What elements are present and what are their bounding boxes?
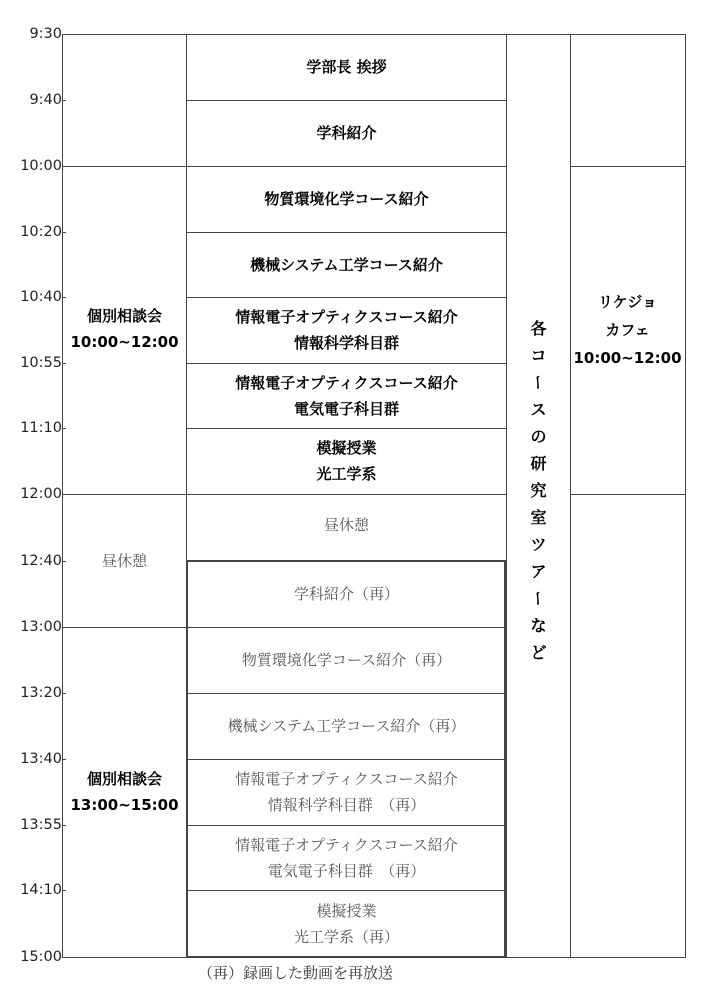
session-label: 情報電子オプティクスコース紹介 xyxy=(235,835,458,854)
lab-tour-char: ツ xyxy=(530,535,547,554)
session-label: 光工学系（再） xyxy=(293,927,399,946)
session-label: 機械システム工学コース紹介（再） xyxy=(227,717,466,735)
dean-greeting-cell xyxy=(187,34,506,100)
mechanical-course-cell xyxy=(187,232,506,297)
dept-intro-cell xyxy=(187,100,506,166)
session-label: 模擬授業 xyxy=(316,439,377,457)
session-label: 電気電子科目群 xyxy=(293,399,399,418)
time-label: 13:40 xyxy=(20,751,62,767)
consult-afternoon-title: 個別相談会 xyxy=(86,770,162,788)
session-label: 模擬授業 xyxy=(316,901,377,920)
time-label: 12:40 xyxy=(20,553,62,569)
materials-course-cell xyxy=(187,166,506,232)
left-lunch-cell xyxy=(63,494,186,627)
time-label: 11:10 xyxy=(20,420,62,436)
time-label: 9:30 xyxy=(29,26,62,42)
session-label: 学部長 挨拶 xyxy=(306,58,387,76)
lab-tour-char: な xyxy=(530,616,547,635)
info-cs-rerun-cell xyxy=(187,759,506,825)
session-label: 学科紹介（再） xyxy=(293,585,399,603)
lab-tour-char: 究 xyxy=(530,481,547,500)
session-label: 昼休憩 xyxy=(323,516,369,534)
main-lunch-cell xyxy=(187,494,506,561)
consult-afternoon-cell xyxy=(63,627,186,957)
dept-intro-rerun-cell xyxy=(187,561,506,627)
consult-morning-title: 個別相談会 xyxy=(86,307,162,325)
consult-morning-cell xyxy=(63,34,186,494)
session-label: 電気電子科目群 （再） xyxy=(267,861,426,880)
rebroadcast-footnote: （再）録画した動画を再放送 xyxy=(198,964,394,982)
table-right-border xyxy=(685,34,686,958)
rikejo-label-1: リケジョ xyxy=(597,293,658,311)
lab-tour-char: の xyxy=(530,427,547,446)
session-label: 情報科学科目群 （再） xyxy=(267,796,426,814)
session-label: 情報電子オプティクスコース紹介 xyxy=(235,373,458,392)
session-label: 学科紹介 xyxy=(316,124,377,142)
time-label: 10:40 xyxy=(20,289,62,305)
mechanical-rerun-cell xyxy=(187,693,506,759)
lab-tour-char: 各 xyxy=(530,319,547,338)
rikejo-label-2: カフェ xyxy=(605,321,650,339)
lab-tour-char: 研 xyxy=(530,454,547,473)
time-label: 13:55 xyxy=(20,817,62,833)
lab-tour-char: ー xyxy=(528,374,548,391)
session-label: 機械システム工学コース紹介 xyxy=(250,255,443,274)
lab-tour-char: ア xyxy=(530,562,547,581)
time-label: 12:00 xyxy=(20,486,62,502)
time-label: 15:00 xyxy=(20,949,62,965)
left-lunch-label: 昼休憩 xyxy=(101,551,147,570)
session-label: 物質環境化学コース紹介 xyxy=(264,190,429,208)
session-label: 情報科学科目群 xyxy=(293,334,399,352)
rikejo-cafe-cell xyxy=(570,166,685,494)
time-label: 9:40 xyxy=(29,92,62,108)
time-label: 10:55 xyxy=(20,355,62,371)
lab-tour-char: ス xyxy=(530,400,547,419)
materials-rerun-cell xyxy=(187,627,506,693)
session-label: 光工学系 xyxy=(316,465,377,483)
info-ee-course-cell xyxy=(187,363,506,428)
consult-morning-time: 10:00~12:00 xyxy=(70,333,179,351)
session-label: 物質環境化学コース紹介（再） xyxy=(241,651,452,669)
lab-tour-char: ー xyxy=(528,590,548,607)
lab-tour-vertical-text xyxy=(507,315,570,666)
time-label: 14:10 xyxy=(20,882,62,898)
grid-line xyxy=(570,494,685,495)
time-label: 10:00 xyxy=(20,158,62,174)
lab-tour-char: 室 xyxy=(530,508,547,527)
session-label: 情報電子オプティクスコース紹介 xyxy=(235,308,458,326)
mock-class-cell xyxy=(187,428,506,494)
time-label: 10:20 xyxy=(20,224,62,240)
time-label: 13:20 xyxy=(20,685,62,701)
lab-tour-char: ど xyxy=(530,643,547,662)
info-ee-rerun-cell xyxy=(187,825,506,890)
lab-tour-char: コ xyxy=(530,346,547,365)
time-label: 13:00 xyxy=(20,619,62,635)
session-label: 情報電子オプティクスコース紹介 xyxy=(235,770,458,788)
info-cs-course-cell xyxy=(187,297,506,363)
rikejo-time: 10:00~12:00 xyxy=(573,349,682,367)
consult-afternoon-time: 13:00~15:00 xyxy=(70,796,179,814)
mock-class-rerun-cell xyxy=(187,890,506,957)
